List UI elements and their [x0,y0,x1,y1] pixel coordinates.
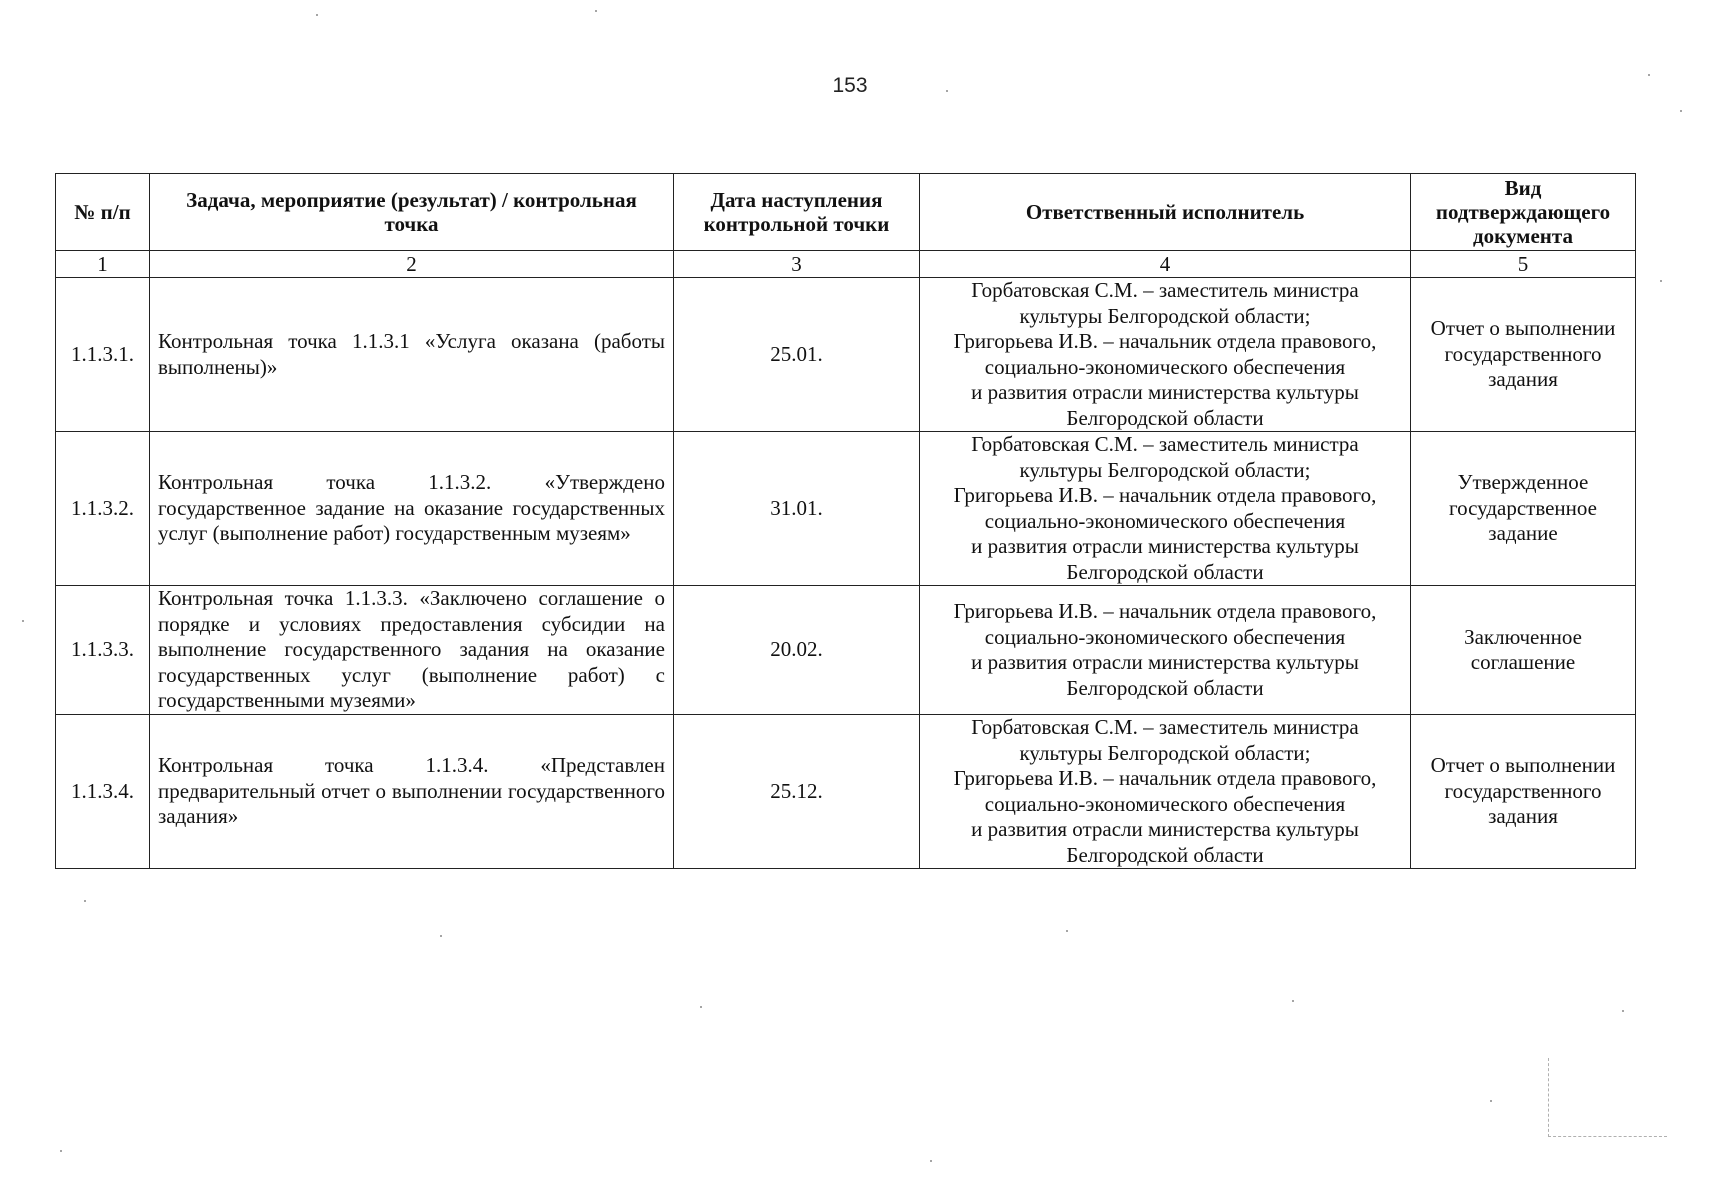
scan-speck [316,14,318,16]
row-document: Утвержденное государственное задание [1411,432,1636,586]
table-row [56,278,1636,432]
column-number: 2 [150,251,674,278]
scan-speck [700,1006,702,1008]
scan-speck [84,900,86,902]
row-task: Контрольная точка 1.1.3.2. «Утверждено государственное задание на оказание государственных услуг (выполнение работ) государственным музеям» [150,432,674,586]
scan-speck [1680,110,1682,112]
row-responsible: Горбатовская С.М. – заместитель министра культуры Белгородской области; Григорьева И.В. – начальник отдела правового, социально-экономического обеспечения и развития отрасли министерства культуры Белгородской области [920,715,1411,869]
row-task: Контрольная точка 1.1.3.3. «Заключено соглашение о порядке и условиях предоставления субсидии на выполнение государственного задания на оказание государственных услуг (выполнение работ) с государственными музеями» [150,586,674,715]
row-number: 1.1.3.1. [56,278,150,432]
scan-speck [1066,930,1068,932]
header-date: Дата наступления контрольной точки [674,174,920,251]
header-task: Задача, мероприятие (результат) / контрольная точка [150,174,674,251]
column-number: 3 [674,251,920,278]
row-date: 20.02. [674,586,920,715]
row-task: Контрольная точка 1.1.3.1 «Услуга оказана (работы выполнены)» [150,278,674,432]
header-number: № п/п [56,174,150,251]
row-responsible: Григорьева И.В. – начальник отдела правового, социально-экономического обеспечения и развития отрасли министерства культуры Белгородской области [920,586,1411,715]
row-document: Заключенное соглашение [1411,586,1636,715]
header-row [56,174,1636,251]
scan-speck [1660,280,1662,282]
row-task: Контрольная точка 1.1.3.4. «Представлен предварительный отчет о выполнении государственного задания» [150,715,674,869]
row-number: 1.1.3.4. [56,715,150,869]
column-number-row [56,251,1636,278]
control-points-table [55,173,1636,869]
table-row [56,586,1636,715]
row-responsible: Горбатовская С.М. – заместитель министра культуры Белгородской области; Григорьева И.В. – начальник отдела правового, социально-экономического обеспечения и развития отрасли министерства культуры Белгородской области [920,432,1411,586]
scan-speck [1622,1010,1624,1012]
scan-speck [595,10,597,12]
table-row [56,432,1636,586]
scan-speck [930,1160,932,1162]
scan-speck [1490,1100,1492,1102]
row-number: 1.1.3.3. [56,586,150,715]
scan-speck [440,935,442,937]
table-row [56,715,1636,869]
scan-speck [946,90,948,92]
row-date: 25.01. [674,278,920,432]
scan-speck [1292,1000,1294,1002]
row-responsible: Горбатовская С.М. – заместитель министра культуры Белгородской области; Григорьева И.В. – начальник отдела правового, социально-экономического обеспечения и развития отрасли министерства культуры Белгородской области [920,278,1411,432]
column-number: 1 [56,251,150,278]
header-responsible: Ответственный исполнитель [920,174,1411,251]
row-document: Отчет о выполнении государственного задания [1411,715,1636,869]
row-number: 1.1.3.2. [56,432,150,586]
scan-speck [1648,74,1650,76]
page-number: 153 [832,74,868,97]
row-date: 25.12. [674,715,920,869]
column-number: 4 [920,251,1411,278]
scan-speck [22,620,24,622]
row-document: Отчет о выполнении государственного задания [1411,278,1636,432]
scan-speck [60,1150,62,1152]
column-number: 5 [1411,251,1636,278]
header-document: Вид подтверждающего документа [1411,174,1636,251]
row-date: 31.01. [674,432,920,586]
faint-stamp-mark [1548,1058,1667,1137]
